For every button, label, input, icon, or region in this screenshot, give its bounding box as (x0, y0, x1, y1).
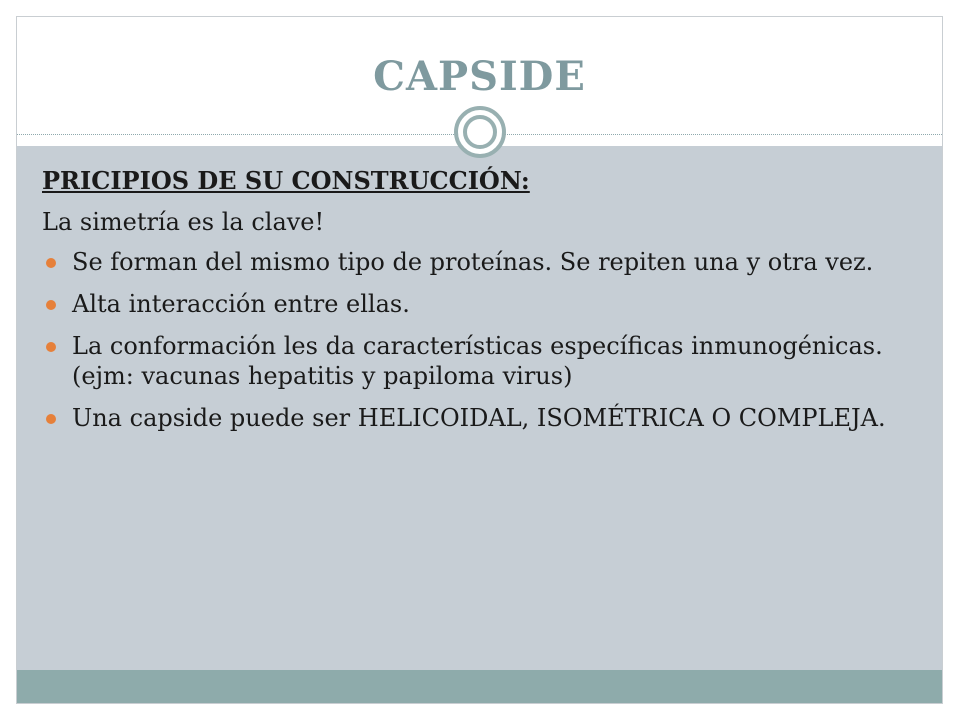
bullet-item (42, 289, 912, 319)
content-heading: PRICIPIOS DE SU CONSTRUCCIÓN: (42, 166, 530, 195)
round-bullet-icon (46, 414, 56, 424)
slide-title: CAPSIDE (373, 53, 586, 100)
bullet-item (42, 403, 912, 433)
bullet-text: Se forman del mismo tipo de proteínas. Se repiten una y otra vez. (72, 248, 874, 276)
bullet-text: Una capside puede ser HELICOIDAL, ISOMÉTRICA O COMPLEJA. (72, 404, 886, 432)
double-circle-ornament-icon (454, 106, 506, 158)
round-bullet-icon (46, 300, 56, 310)
round-bullet-icon (46, 258, 56, 268)
round-bullet-icon (46, 342, 56, 352)
bullet-text: La conformación les da características específicas inmunogénicas. (ejm: vacunas hepatitis y papiloma virus) (72, 332, 883, 390)
slide-content (42, 166, 912, 445)
bullet-item (42, 331, 912, 391)
bullet-text: Alta interacción entre ellas. (72, 290, 410, 318)
bullet-list (42, 247, 912, 433)
ornament-inner-circle (463, 115, 497, 149)
footer-bar (17, 670, 942, 703)
intro-text: La simetría es la clave! (42, 208, 325, 236)
bullet-item (42, 247, 912, 277)
